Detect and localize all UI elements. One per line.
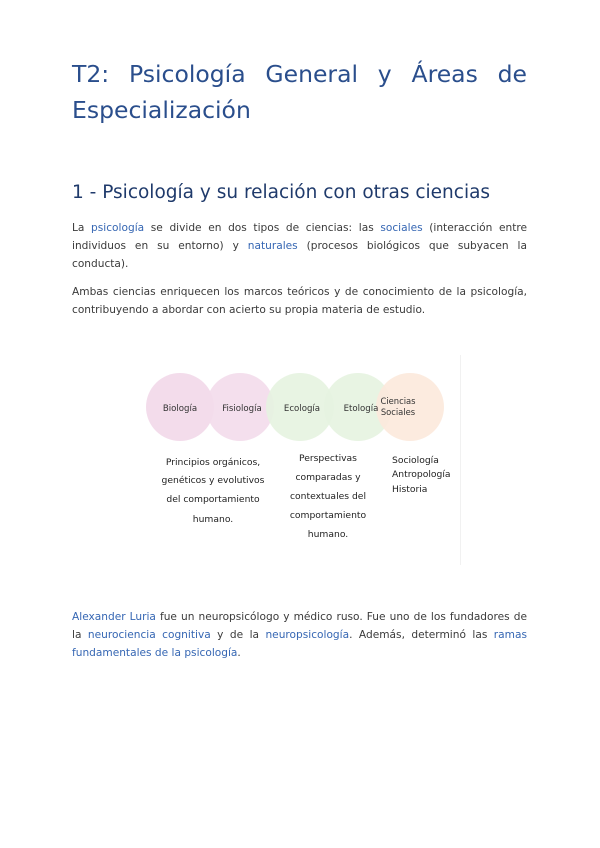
group1-line4: humano.	[192, 514, 234, 525]
group2-line3: contextuales del	[289, 491, 367, 502]
group2-line4: comportamiento	[289, 510, 367, 521]
keyword-sociales: sociales	[380, 222, 423, 234]
group1-line1: Principios orgánicos,	[165, 457, 261, 468]
group2-line1: Perspectivas	[299, 453, 357, 464]
diagram-svg	[142, 355, 462, 565]
group2-line5: humano.	[307, 529, 349, 540]
text-run: y de la	[210, 629, 266, 641]
group1-line2: genéticos y evolutivos	[161, 475, 265, 486]
keyword-naturales: naturales	[247, 240, 298, 252]
text-run: .	[237, 647, 241, 659]
group3-line3: Historia	[392, 484, 428, 495]
text-run: (procesos biológicos que subyacen la conducta).	[72, 240, 527, 270]
figure-edge	[460, 355, 461, 565]
paragraph-sciences	[72, 219, 527, 273]
keyword-neurociencia-cognitiva: neurociencia cognitiva	[87, 629, 211, 641]
circle-label-etologia: Etología	[343, 404, 379, 414]
section-heading: 1 - Psicología y su relación con otras ciencias	[72, 182, 491, 203]
keyword-ramas-fundamentales: ramas fundamentales de la psicología	[72, 629, 527, 659]
text-run: se divide en dos tipos de ciencias: las	[144, 222, 381, 234]
document-title: T2: Psicología General y Áreas de Especialización	[72, 60, 527, 124]
group3-line2: Antropología	[392, 469, 451, 480]
circle-label-fisiologia: Fisiología	[222, 404, 262, 414]
group3-line1: Sociología	[392, 455, 439, 466]
text-run: fue un neuropsicólogo y médico ruso. Fue uno de los fundadores de la	[72, 611, 527, 641]
sciences-diagram	[142, 355, 462, 565]
keyword-psicologia: psicología	[91, 222, 145, 234]
text-run: (interacción entre individuos en su entorno) y	[72, 222, 528, 252]
circle-label-biologia: Biología	[162, 404, 198, 414]
keyword-neuropsicologia: neuropsicología	[265, 629, 350, 641]
paragraph-luria	[72, 608, 527, 662]
text-run: . Además, determinó las	[349, 629, 494, 641]
group2-line2: comparadas y	[295, 472, 361, 483]
circle-label-ciencias: Ciencias	[380, 396, 416, 406]
text-run: La	[72, 222, 92, 234]
paragraph-enrichment: Ambas ciencias enriquecen los marcos teóricos y de conocimiento de la psicología, contribuyendo a abordar con acierto su propia materia de estudio.	[72, 286, 527, 316]
circle-label-ecologia: Ecología	[283, 404, 321, 414]
keyword-alexander-luria: Alexander Luria	[72, 611, 156, 623]
circle-label-sociales: Sociales	[380, 407, 416, 417]
group1-line3: del comportamiento	[166, 494, 260, 505]
